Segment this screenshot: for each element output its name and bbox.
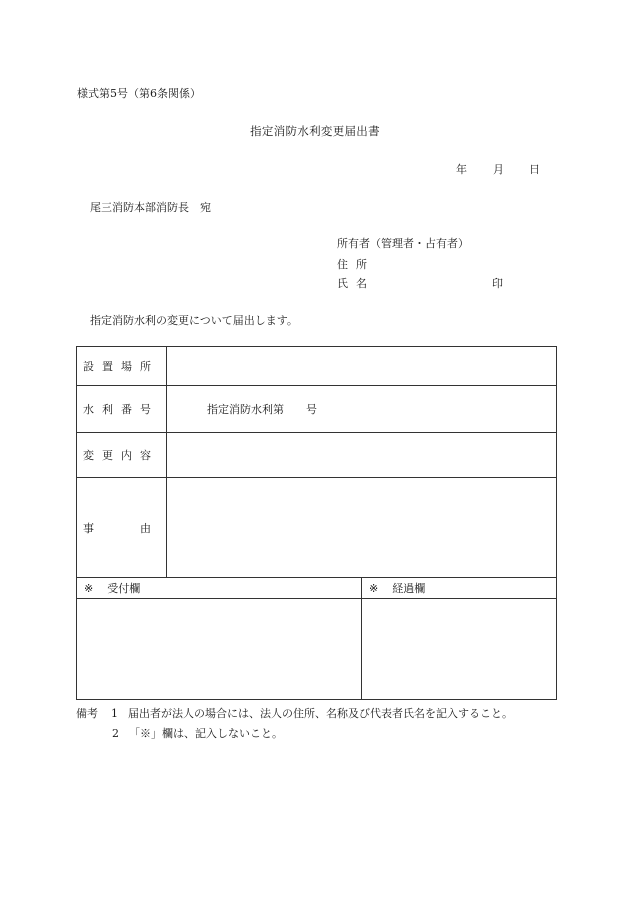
note-text: 「※」欄は、記入しないこと。 (129, 727, 283, 740)
label-char: 所 (140, 360, 151, 373)
location-field[interactable] (167, 347, 557, 386)
addressee: 尾三消防本部消防長 宛 (90, 201, 211, 214)
date-month-label: 月 (493, 163, 504, 176)
label-char: 容 (140, 449, 151, 462)
location-label (77, 347, 167, 386)
progress-header (362, 578, 557, 599)
table-row-office-headers (77, 578, 557, 599)
date-year-label: 年 (456, 163, 467, 176)
document-title: 指定消防水利変更届出書 (250, 124, 380, 138)
label-char: 更 (102, 449, 113, 462)
note-1 (76, 705, 513, 721)
note-text: 届出者が法人の場合には、法人の住所、名称及び代表者氏名を記入すること。 (128, 707, 513, 720)
label-char: 場 (121, 360, 132, 373)
form-number: 様式第5号（第6条関係） (77, 87, 201, 100)
label-char: 番 (121, 403, 132, 416)
label-char: 由 (140, 521, 151, 535)
note-2 (112, 725, 283, 741)
form-table (76, 346, 557, 700)
reason-field[interactable] (167, 478, 557, 578)
table-row-number (77, 386, 557, 433)
label-char: 事 (83, 521, 94, 535)
label-char: 号 (140, 403, 151, 416)
label-char: 置 (102, 360, 113, 373)
progress-label: 経過欄 (392, 582, 426, 595)
note-number: 1 (111, 707, 118, 720)
change-field[interactable] (167, 433, 557, 478)
reference-mark: ※ (369, 582, 379, 595)
label-char: 変 (83, 449, 94, 462)
table-row-office-fields (77, 599, 557, 700)
reception-field (77, 599, 362, 700)
owner-label: 所有者（管理者・占有者） (337, 237, 469, 250)
number-field[interactable] (167, 386, 557, 433)
label-char: 利 (102, 403, 113, 416)
table-row-change (77, 433, 557, 478)
statement: 指定消防水利の変更について届出します。 (90, 314, 298, 327)
change-label (77, 433, 167, 478)
label-char: 内 (121, 449, 132, 462)
reference-mark: ※ (84, 582, 94, 595)
reception-label: 受付欄 (107, 582, 141, 595)
label-char: 水 (83, 403, 94, 416)
address-label: 住所 (337, 258, 375, 271)
notes-prefix: 備考 (76, 707, 98, 720)
table-row-location (77, 347, 557, 386)
name-label: 氏名 (337, 277, 375, 290)
seal-mark: 印 (492, 277, 503, 290)
note-number: 2 (112, 727, 119, 740)
table-row-reason (77, 478, 557, 578)
progress-field (362, 599, 557, 700)
reason-label (77, 478, 167, 578)
date-day-label: 日 (529, 163, 540, 176)
label-char: 設 (83, 360, 94, 373)
number-value: 指定消防水利第 号 (207, 403, 317, 416)
reception-header (77, 578, 362, 599)
number-label (77, 386, 167, 433)
